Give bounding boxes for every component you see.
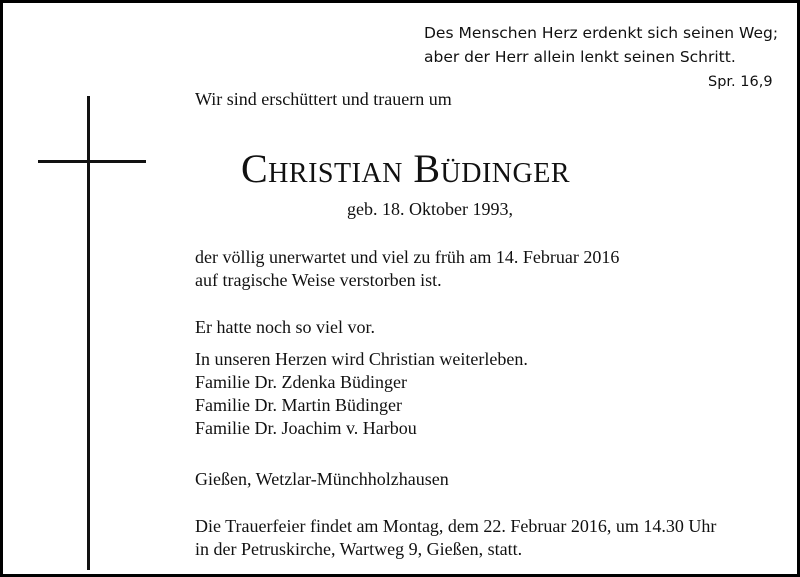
verse-line: aber der Herr allein lenkt seinen Schritt. [424, 48, 736, 66]
plans-text: Er hatte noch so viel vor. [195, 317, 375, 337]
verse-reference: Spr. 16,9 [708, 74, 773, 90]
mourners-block [195, 348, 528, 440]
death-line: der völlig unerwartet und viel zu früh am 14. Februar 2016 [195, 247, 620, 267]
cross-vertical-bar [87, 96, 90, 570]
birth-date: geb. 18. Oktober 1993, [347, 199, 513, 219]
cross-horizontal-bar [38, 160, 146, 163]
place-text: Gießen, Wetzlar-Münchholzhausen [195, 469, 449, 489]
family-name: Familie Dr. Zdenka Büdinger [195, 372, 407, 392]
family-name: Familie Dr. Martin Büdinger [195, 395, 402, 415]
death-line: auf tragische Weise verstorben ist. [195, 270, 442, 290]
family-name: Familie Dr. Joachim v. Harbou [195, 418, 417, 438]
death-notice [195, 246, 619, 292]
verse-line: Des Menschen Herz erdenkt sich seinen Weg; [424, 24, 779, 42]
service-line: in der Petruskirche, Wartweg 9, Gießen, statt. [195, 539, 523, 559]
intro-text: Wir sind erschüttert und trauern um [195, 89, 452, 109]
funeral-service-info [195, 515, 716, 561]
remembrance-text: In unseren Herzen wird Christian weiterleben. [195, 349, 528, 369]
bible-verse [424, 21, 778, 69]
deceased-name: Christian Büdinger [241, 146, 571, 191]
service-line: Die Trauerfeier findet am Montag, dem 22. Februar 2016, um 14.30 Uhr [195, 516, 717, 536]
